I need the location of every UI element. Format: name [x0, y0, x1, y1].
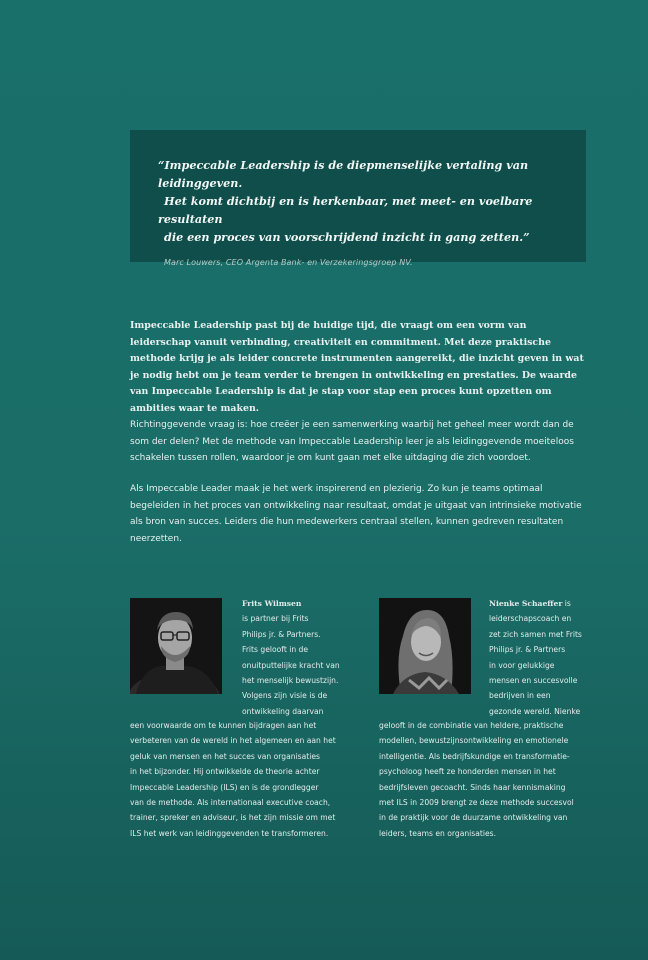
quote-text [158, 156, 562, 246]
bio-line: zet zich samen met Frits [489, 629, 582, 639]
frits-photo [130, 598, 222, 694]
bio-line: trainer, spreker en adviseur, is het zijn missie om met [130, 813, 336, 823]
frits-name: Frits Wilmsen [242, 599, 302, 608]
frits-bio-side [242, 596, 352, 719]
bio-line: in voor gelukkige [489, 660, 555, 670]
bio-line: een voorwaarde om te kunnen bijdragen aan het [130, 721, 317, 730]
nienke-name-suffix: is [562, 599, 571, 608]
man-portrait-photo [130, 598, 222, 694]
bio-line: psycholoog heeft ze honderden mensen in het [379, 767, 556, 777]
bio-line: Frits gelooft in de [242, 645, 309, 655]
quote-box [130, 130, 586, 267]
bio-line: modellen, bewustzijnsontwikkeling en emotionele [379, 736, 569, 746]
frits-bio-full [130, 718, 355, 841]
bio-line: gezonde wereld. Nienke [489, 706, 581, 716]
quote-line: “Impeccable Leadership is de diepmenselijke vertaling van leidinggeven. [158, 158, 529, 190]
bio-line: leiders, teams en organisaties. [379, 828, 497, 838]
nienke-name: Nienke Schaeffer [489, 599, 563, 608]
bio-line: het menselijk bewustzijn. [242, 676, 339, 686]
bio-line: leiderschapscoach en [489, 614, 572, 624]
bio-line: Impeccable Leadership (ILS) en is de grondlegger [130, 782, 319, 792]
nienke-bio-full [379, 718, 604, 841]
bio-line: Volgens zijn visie is de [242, 691, 328, 701]
nienke-photo [379, 598, 471, 694]
nienke-bio-side [489, 596, 601, 719]
bio-line: in de praktijk voor de duurzame ontwikkeling van [379, 813, 568, 823]
bio-line: intelligentie. Als bedrijfskundige en transformatie- [379, 751, 570, 761]
bio-line: met ILS in 2009 brengt ze deze methode succesvol [379, 798, 574, 808]
leader-paragraph: Als Impeccable Leader maak je het werk inspirerend en plezierig. Zo kun je teams optimaal begeleiden in het proces van ontwikkeling naar resultaat, omdat je uitgaat van intrinsieke motivatie als bron van succes. Leiders die hun medewerkers centraal stellen, kunnen gedreven resultaten neerzetten. [130, 484, 582, 544]
bio-line: ILS het werk van leidinggevenden te transformeren. [130, 828, 329, 838]
bio-line: Philips jr. & Partners [489, 645, 566, 655]
bio-line: mensen en succesvolle [489, 676, 578, 686]
intro-paragraph: Impeccable Leadership past bij de huidige tijd, die vraagt om een vorm van leiderschap vanuit verbinding, creativiteit en commitment. Met deze praktische methode krijg je als leider concrete instrumenten aangereikt, die inzicht geven in wat je nodig hebt om je team verder te brengen in ontwikkeling en prestaties. De waarde van Impeccable Leadership is dat je stap voor stap een proces kunt opzetten om ambities waar te maken. [130, 320, 584, 414]
question-paragraph: Richtinggevende vraag is: hoe creëer je een samenwerking waarbij het geheel meer wordt dan de som der delen? Met de methode van Impeccable Leadership leer je als leidinggevende moeiteloos schakelen tussen rollen, waardoor je om kunt gaan met elke uitdaging die zich voordoet. [130, 420, 574, 463]
quote-author: Marc Louwers, CEO Argenta Bank- en Verzekeringsgroep NV. [164, 258, 413, 267]
quote-line: Het komt dichtbij en is herkenbaar, met meet- en voelbare resultaten [158, 194, 533, 226]
bio-line: geluk van mensen en het succes van organisaties [130, 751, 321, 761]
bio-line: van de methode. Als internationaal executive coach, [130, 798, 331, 808]
bio-line: onuitputtelijke kracht van [242, 660, 340, 670]
bio-line: verbeteren van de wereld in het algemeen en aan het [130, 736, 336, 746]
quote-line: die een proces van voorschrijdend inzicht in gang zetten.” [164, 230, 530, 244]
bio-line: bedrijfsleven gecoacht. Sinds haar kennismaking [379, 782, 566, 792]
bio-line: is partner bij Frits [242, 614, 309, 624]
woman-portrait-photo [379, 598, 471, 694]
bio-line: Philips jr. & Partners. [242, 629, 321, 639]
bio-line: gelooft in de combinatie van heldere, praktische [379, 721, 564, 730]
bio-line: in het bijzonder. Hij ontwikkelde de theorie achter [130, 767, 320, 777]
bio-line: bedrijven in een [489, 691, 551, 701]
bio-line: ontwikkeling daarvan [242, 706, 324, 716]
